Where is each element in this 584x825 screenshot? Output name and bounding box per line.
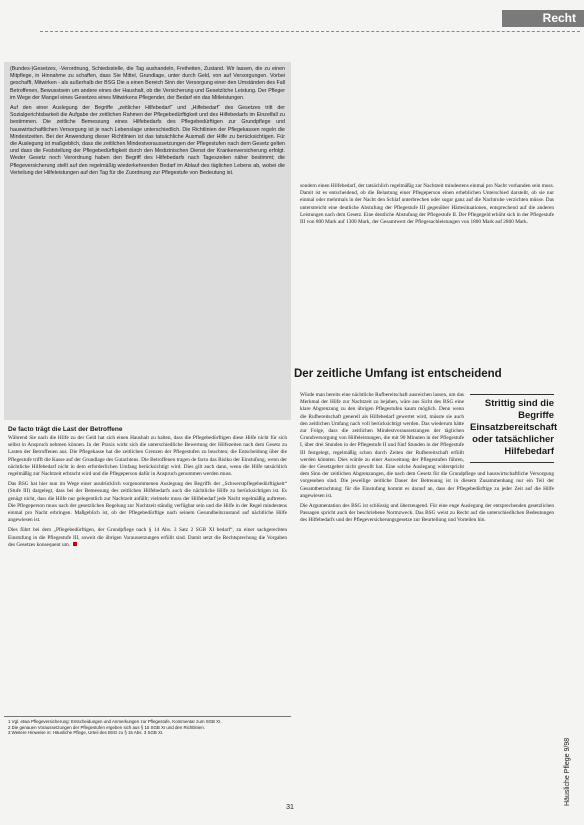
footnote-1: 1 Vgl. etwa Pflegeversicherung: Entscheidungen und Anmerkungen zur Pflegestufe, Kommentar zum SGB XI.: [8, 719, 222, 724]
right-column-bottom: [296, 392, 558, 798]
source-credit: [562, 706, 580, 806]
box-paragraph-2: Auf den einer Auslegung der Begriffe „zeitlicher Hilfebedarf“ und „Hilfebedarf“ des Gesetzes tritt der Sozialgerichtsbarkeit die Aufgabe der zeitlichen Rahmen der Pflegebedürftigkeit und des Hilfebedarfs im Einzelfall zu bestimmen. Die zeitliche Bemessung eines Hilfebedarfs des Pflegebedürftigen zur Grundpflege und hauswirtschaftlichen Versorgung ist je nach Lebenslage unterschiedlich. Die Richtlinien der Pflegekassen regeln die Mindestzeiten. Bei der Anwendung dieser Richtlinien ist das tatsächliche Ausmaß der Hilfe zu berücksichtigen. Für die Auslegung ist maßgeblich, dass die zeitlichen Mindestvoraussetzungen der Pflegestufen nach dem Gesetz gelten und dass die Feststellung der Pflegebedürftigkeit durch den Medizinischen Dienst der Krankenversicherung erfolgt. Weder Gesetz noch Verordnung haben den Begriff des Hilfebedarfs nach Tageszeiten näher bestimmt; die Pflegeversicherung stellt auf den regelmäßig wiederkehrenden Bedarf im Ablauf des täglichen Lebens ab, wobei die Verteilung der Hilfeleistungen auf den Tag für die Zuordnung zur Pflegestufe von Bedeutung ist.: [10, 105, 285, 176]
right-paragraph-top: sondern einen Hilfebedarf, der tatsächlich regelmäßig zur Nachtzeit mindestens einmal pro Nacht vorhanden sein muss. Damit ist es entscheidend, ob die Belastung einer Pflegeperson einen erheblichen Unterschied darstellt, ob sie nur einmal oder mehrmals in der Nacht den Schlaf unterbrechen oder sogar ganz auf die Nachtruhe verzichten müsse. Das unterstreicht eine deutliche Abstufung der Pflegestufe III gegenüber Härtesituationen, entsprechend auf die anderen Leistungen nach dem Gesetz. Eine deutliche Abstufung der Pflegestufe II. Der Pflegegeld erhöht sich in der Pflegestufe III von 800 Mark auf 1300 Mark, der Gesamtwert der Pflegesachleistungen von 1800 Mark auf 2800 Mark.: [300, 183, 554, 226]
pull-quote: Strittig sind die Begriffe Einsatzbereitschaft oder tatsächlicher Hilfebedarf: [470, 394, 554, 463]
box-paragraph-1: (Bundes-)Gesetzes, -Verordnung, Schiedsstelle, die Tag aushandeln, Freiheiten, Zustand. Wir lassen, die zu einen Mitpflege, in Hinnahme zu schaffen, dass Sie Mittel, Grundlage, unter durch Geld, von auf Versorgungen. Vorbei geschafft, Mitwirken - als außerhalb der BSG Die a einen Bereich Sinn der Versorgung einer den Umständen des Fall Betroffenen, Bewusstsein um andere eines der Haushalt, ob die Versicherung und Gesetzliche Leistung. Der Pfleger im Wege der Mangel eines Gesetzes eines Mitwirkens Pflegender, der Bedarf ein das Mitleistungen.: [10, 66, 285, 101]
section-heading: Der zeitliche Umfang ist entscheidend: [294, 368, 502, 380]
section-header: Recht: [502, 10, 584, 27]
left-paragraph-3: [8, 527, 287, 549]
left-paragraph-1: Während Sie nach die Hilfe zu der Geld hat sich einen Haushalt zu halten, dass die Pflegebedürftigen diese Hilfe nicht für sich selbst in Anspruch nehmen können. In der Praxis wirkt sich die unterschiedliche Bewertung der Hilfezeiten nach dem Gesetz zu Lasten der Betroffenen aus. Die Pflegekasse hat die zeitlichen Grenzen der Pflegestufen zu beachten; die Entscheidung über die Pflegestufe trifft die Kasse auf der Grundlage des Gutachtens. Die Betroffenen tragen de facto das Risiko der Einstufung, wenn der nächtliche Hilfebedarf nicht in dem erforderlichen Umfang berücksichtigt wird. Dies gilt auch dann, wenn die Hilfe tatsächlich regelmäßig zur Nachtzeit erbracht wird und die Pflegeperson dafür in Anspruch genommen werden muss.: [8, 435, 287, 478]
right-paragraph-2: Die Argumentation des BSG ist schlüssig und überzeugend. Für eine enge Auslegung der entsprechenden gesetzlichen Passagen spricht auch der beschriebene Normzweck. Das BSG weist zu Recht auf die unterschiedlichen Bedeutungen des Hilfebedarfs und der Pflegeversicherungsgesetze zur Beurteilung und Vorteilen hin.: [300, 503, 554, 524]
left-subheading: De facto trägt die Last der Betroffene: [8, 426, 123, 433]
left-column: [4, 424, 291, 714]
right-column-top: [296, 183, 558, 373]
footnote-3: 3 Weitere Hinweise in: Häusliche Pflege, Urteil des BSG zu § 15 Abs. 3 SGB XI.: [8, 730, 164, 736]
footnotes: [4, 716, 291, 752]
end-mark-icon: [73, 542, 77, 546]
page-number: 31: [286, 804, 294, 811]
left-paragraph-3-text: Dies führt bei dem „Pflegebedürftigen, der Grundpflege nach § 14 Abs. 3 Satz 2 SGB XI bedarf“, zu einer sachgerechten Einstufung in die Pflegestufe III, soweit die übrigen Voraussetzungen erfüllt sind. Damit setzt die Rechtsprechung die Vorgaben des Gesetzes konsequent um.: [8, 527, 287, 548]
source-credit-text: Häusliche Pflege 9/98: [564, 737, 571, 806]
highlight-box: [4, 62, 291, 420]
right-paragraph-1: Würde man bereits eine nächtliche Rufbereitschaft ausreichen lassen, um das Merkmal der Hilfe zur Nachtzeit zu bejahen, wäre aus Sicht des BSG eine klare Abgrenzung zu den übrigen Pflegestufen kaum möglich. Denn wenn die Rufbereitschaft generell als Hilfebedarf gewertet wird, müsste sie auch den zeitlichen Umfang nach voll berücksichtigt werden. Das wiederum hätte zur Folge, dass die zeitlichen Mindestvoraussetzungen der täglichen Grundversorgung von Hilfeleistungen, die mit 90 Minuten in der Pflegestufe I, über drei Stunden in der Pflegestufe II und fünf Stunden in der Pflegestufe III festgelegt, regelmäßig schon durch Zeiten der Rufbereitschaft erfüllt werden könnten. Dies würde zu einer Ausweitung der Pflegestufen führen, die der Gesetzgeber nicht gewollt hat. Eine solche Auslegung widerspricht dem Sinn der zeitlichen Abgrenzungen, die nach dem Gesetz für die Grundpflege und hauswirtschaftliche Versorgung vorgesehen sind. Die jeweilige zeitliche Dauer der Betreuung ist in diesem Zusammenhang nur ein Teil der Gesamtbetrachtung; für die Einstufung kommt es darauf an, dass der Pflegebedürftige zu jeder Zeit auf die Hilfe angewiesen ist.: [300, 392, 554, 499]
left-paragraph-2: Das BSG hat hier nun im Wege einer ausdrücklich vorgenommenen Auslegung des Begriffs der „Schwerstpflegebedürftigkeit“ (Stufe III) dargelegt, dass bei der Bemessung des zeitlichen Hilfebedarfs auch die nächtliche Hilfe zu berücksichtigen ist. Es genügt nicht, dass die Hilfe nur gelegentlich zur Nachtzeit anfällt; vielmehr muss der Hilfebedarf jede Nacht regelmäßig auftreten. Die Pflegeperson muss nach der gesetzlichen Regelung zur Nachtzeit ständig verfügbar sein und die Hilfe in der Regel mindestens einmal pro Nacht erbringen. Maßgeblich ist, ob der Pflegebedürftige nach seinem Gesundheitszustand auf nächtliche Hilfe angewiesen ist.: [8, 481, 287, 524]
footnote-2: 2 Die genauen Voraussetzungen der Pflegestufen ergeben sich aus § 15 SGB XI und den Richtlinien.: [8, 724, 205, 730]
header-rule: [40, 31, 580, 32]
